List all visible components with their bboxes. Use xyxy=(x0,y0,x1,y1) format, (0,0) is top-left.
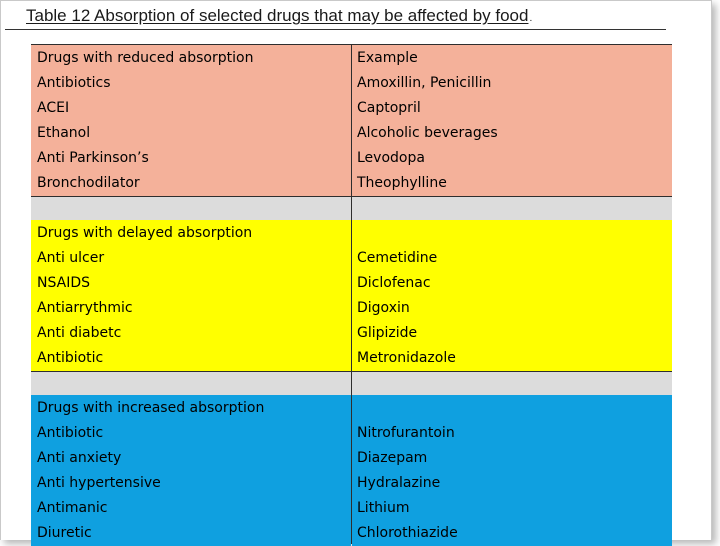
table-row xyxy=(31,446,672,471)
section-header-reduced xyxy=(31,45,672,71)
drug-example-cell: Amoxillin, Penicillin xyxy=(352,71,672,96)
drug-class-cell: Anti ulcer xyxy=(31,246,351,271)
drug-example-cell: Digoxin xyxy=(352,296,672,321)
section-header-example xyxy=(352,220,672,246)
table-row xyxy=(31,71,672,96)
drug-example-cell: Alcoholic beverages xyxy=(352,121,672,146)
drug-class-cell: Bronchodilator xyxy=(31,171,351,196)
drug-class-cell: Antibiotic xyxy=(31,421,351,446)
title-text: Table 12 Absorption of selected drugs that may be affected by food xyxy=(26,6,529,25)
drug-class-cell: Ethanol xyxy=(31,121,351,146)
drug-example-cell: Chlorothiazide xyxy=(352,521,672,546)
drug-example-cell: Nitrofurantoin xyxy=(352,421,672,446)
drug-example-cell: Lithium xyxy=(352,496,672,521)
section-header-label: Drugs with increased absorption xyxy=(31,395,351,421)
drug-class-cell: NSAIDS xyxy=(31,271,351,296)
table-row xyxy=(31,296,672,321)
absorption-table xyxy=(31,44,672,544)
drug-class-cell: ACEI xyxy=(31,96,351,121)
section-header-label: Drugs with delayed absorption xyxy=(31,220,351,246)
drug-class-cell: Antiarrythmic xyxy=(31,296,351,321)
title-underline xyxy=(5,29,666,30)
drug-class-cell: Antibiotics xyxy=(31,71,351,96)
drug-example-cell: Glipizide xyxy=(352,321,672,346)
drug-example-cell: Captopril xyxy=(352,96,672,121)
drug-example-cell: Hydralazine xyxy=(352,471,672,496)
section-gap-row xyxy=(31,197,672,221)
section-gap-row xyxy=(31,372,672,396)
section-header-example xyxy=(352,395,672,421)
drug-example-cell: Metronidazole xyxy=(352,346,672,371)
section-header-increased xyxy=(31,395,672,421)
drug-class-cell: Anti anxiety xyxy=(31,446,351,471)
section-header-label: Drugs with reduced absorption xyxy=(31,45,351,71)
drug-class-cell: Diuretic xyxy=(31,521,351,546)
drug-example-cell: Theophylline xyxy=(352,171,672,196)
section-header-delayed xyxy=(31,220,672,246)
title-period: . xyxy=(529,13,533,24)
table-row xyxy=(31,496,672,521)
table-row xyxy=(31,321,672,346)
drug-class-cell: Anti Parkinson’s xyxy=(31,146,351,171)
page-title xyxy=(26,6,532,26)
table-row xyxy=(31,121,672,146)
table-row xyxy=(31,246,672,271)
table-row xyxy=(31,421,672,446)
table-row xyxy=(31,171,672,196)
table-row xyxy=(31,96,672,121)
table-row xyxy=(31,471,672,496)
drug-class-cell: Antibiotic xyxy=(31,346,351,371)
section-header-example: Example xyxy=(352,45,672,71)
table-row xyxy=(31,521,672,546)
drug-class-cell: Anti hypertensive xyxy=(31,471,351,496)
table-row xyxy=(31,146,672,171)
drug-class-cell: Anti diabetc xyxy=(31,321,351,346)
drug-example-cell: Cemetidine xyxy=(352,246,672,271)
drug-example-cell: Levodopa xyxy=(352,146,672,171)
table-row xyxy=(31,346,672,371)
drug-example-cell: Diclofenac xyxy=(352,271,672,296)
drug-class-cell: Antimanic xyxy=(31,496,351,521)
drug-example-cell: Diazepam xyxy=(352,446,672,471)
table-row xyxy=(31,271,672,296)
